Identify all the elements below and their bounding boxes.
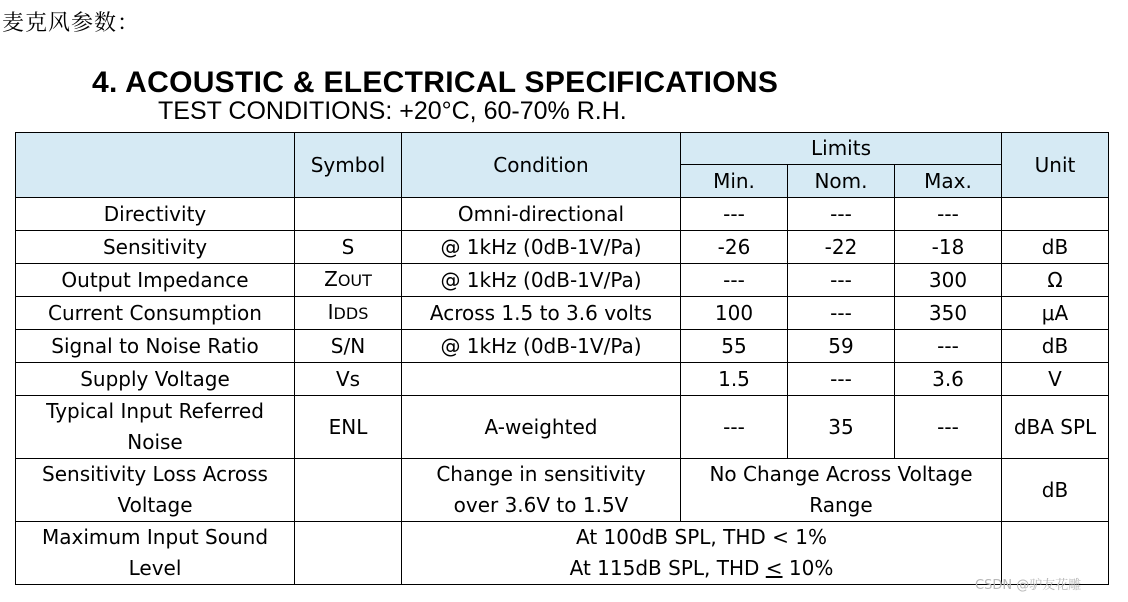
page-title: 麦克风参数： — [2, 11, 141, 36]
condition-cell: A-weighted — [402, 396, 681, 459]
symbol-main: Z — [324, 267, 338, 291]
max-cell: --- — [895, 198, 1002, 231]
watermark: CSDN @驴友花雕 — [975, 578, 1082, 593]
table-row — [16, 459, 1109, 522]
unit-cell: Ω — [1002, 264, 1109, 297]
param-cell — [16, 459, 295, 522]
nom-cell: --- — [788, 264, 895, 297]
spec-line-suffix: 10% — [782, 556, 834, 580]
condition-cell: Omni-directional — [402, 198, 681, 231]
unit-cell: dB — [1002, 459, 1109, 522]
max-cell: -18 — [895, 231, 1002, 264]
param-line: Level — [128, 556, 182, 580]
symbol-cell: S/N — [295, 330, 402, 363]
param-line: Typical Input Referred — [46, 399, 264, 423]
param-cell: Output Impedance — [16, 264, 295, 297]
spec-merged-cell — [402, 522, 1002, 585]
min-cell: -26 — [681, 231, 788, 264]
symbol-subscript: OUT — [337, 271, 372, 290]
limits-line: Range — [809, 493, 873, 517]
param-cell: Sensitivity — [16, 231, 295, 264]
condition-cell: Across 1.5 to 3.6 volts — [402, 297, 681, 330]
limits-merged-cell — [681, 459, 1002, 522]
param-line: Maximum Input Sound — [41, 525, 269, 549]
header-condition: Condition — [402, 133, 681, 198]
spec-line — [404, 553, 999, 584]
param-cell — [16, 396, 295, 459]
min-cell: 1.5 — [681, 363, 788, 396]
param-line: Sensitivity Loss Across — [42, 462, 268, 486]
max-cell: --- — [895, 330, 1002, 363]
min-cell: 55 — [681, 330, 788, 363]
table-row — [16, 396, 1109, 459]
symbol-cell: Vs — [295, 363, 402, 396]
symbol-cell: S — [295, 231, 402, 264]
condition-cell: @ 1kHz (0dB-1V/Pa) — [402, 264, 681, 297]
param-line: Voltage — [117, 493, 193, 517]
table-header-row — [16, 133, 1109, 165]
param-cell: Supply Voltage — [16, 363, 295, 396]
min-cell: --- — [681, 264, 788, 297]
symbol-cell — [295, 264, 402, 297]
param-line: Noise — [127, 430, 183, 454]
condition-cell — [402, 459, 681, 522]
spec-table — [15, 132, 1109, 585]
header-symbol: Symbol — [295, 133, 402, 198]
symbol-cell — [295, 198, 402, 231]
symbol-cell — [295, 522, 402, 585]
max-cell: --- — [895, 396, 1002, 459]
max-cell: 300 — [895, 264, 1002, 297]
test-conditions: TEST CONDITIONS: +20°C, 60-70% R.H. — [158, 97, 627, 125]
table-row — [16, 363, 1109, 396]
nom-cell: 35 — [788, 396, 895, 459]
unit-cell: dB — [1002, 231, 1109, 264]
table-row — [16, 330, 1109, 363]
limits-line: No Change Across Voltage — [709, 462, 973, 486]
unit-cell: dB — [1002, 330, 1109, 363]
nom-cell: --- — [788, 198, 895, 231]
unit-cell: V — [1002, 363, 1109, 396]
header-unit: Unit — [1002, 133, 1109, 198]
header-parameter-cell — [16, 133, 295, 198]
nom-cell: 59 — [788, 330, 895, 363]
table-row — [16, 264, 1109, 297]
min-cell: 100 — [681, 297, 788, 330]
unit-cell: dBA SPL — [1002, 396, 1109, 459]
min-cell: --- — [681, 198, 788, 231]
condition-cell: @ 1kHz (0dB-1V/Pa) — [402, 330, 681, 363]
symbol-subscript: DDS — [333, 304, 369, 323]
param-cell: Directivity — [16, 198, 295, 231]
section-heading: 4. ACOUSTIC & ELECTRICAL SPECIFICATIONS — [92, 66, 779, 99]
unit-cell — [1002, 198, 1109, 231]
condition-line: over 3.6V to 1.5V — [453, 493, 629, 517]
symbol-cell — [295, 297, 402, 330]
table-row — [16, 198, 1109, 231]
condition-cell — [402, 363, 681, 396]
max-cell: 350 — [895, 297, 1002, 330]
table-row — [16, 231, 1109, 264]
max-cell: 3.6 — [895, 363, 1002, 396]
symbol-main: I — [327, 300, 334, 324]
less-equal-symbol: < — [765, 556, 783, 580]
header-max: Max. — [895, 165, 1002, 198]
spec-line-prefix: At 115dB SPL, THD — [569, 556, 766, 580]
param-cell — [16, 522, 295, 585]
unit-cell: μA — [1002, 297, 1109, 330]
nom-cell: -22 — [788, 231, 895, 264]
spec-line: At 100dB SPL, THD < 1% — [576, 525, 827, 549]
nom-cell: --- — [788, 363, 895, 396]
header-nom: Nom. — [788, 165, 895, 198]
condition-line: Change in sensitivity — [436, 462, 646, 486]
symbol-cell: ENL — [295, 396, 402, 459]
condition-cell: @ 1kHz (0dB-1V/Pa) — [402, 231, 681, 264]
table-row — [16, 522, 1109, 585]
table-row — [16, 297, 1109, 330]
param-cell: Signal to Noise Ratio — [16, 330, 295, 363]
header-limits: Limits — [681, 133, 1002, 165]
param-cell: Current Consumption — [16, 297, 295, 330]
min-cell: --- — [681, 396, 788, 459]
header-min: Min. — [681, 165, 788, 198]
nom-cell: --- — [788, 297, 895, 330]
symbol-cell — [295, 459, 402, 522]
